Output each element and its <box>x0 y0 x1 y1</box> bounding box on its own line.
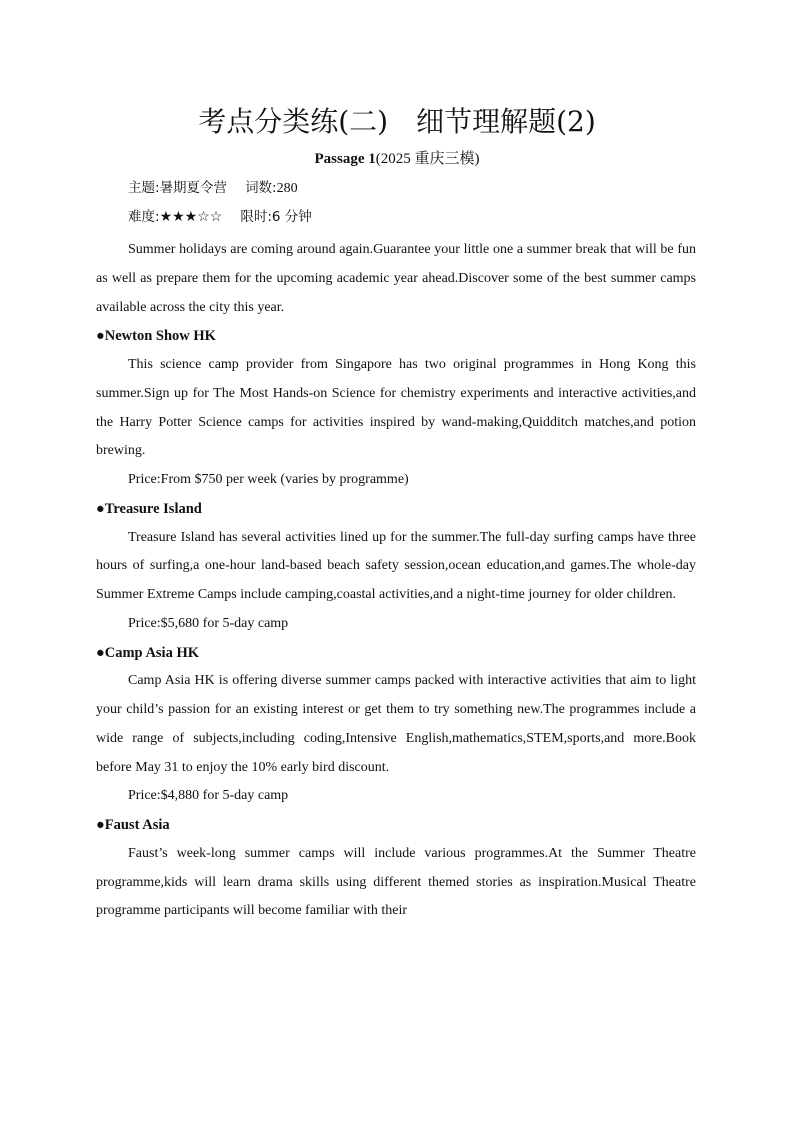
camp-description-newton-show: This science camp provider from Singapore has two original programmes in Hong Kong this summer.Sign up for The Most Hands-on Science for chemistry experiments and interactive activities,and the Harry Potter Science camps for activities inspired by wand-making,Quidditch matches,and potion brewing. <box>96 357 696 459</box>
camp-price-treasure-island: Price:$5,680 for 5-day camp <box>128 615 289 631</box>
difficulty-stars: ★★★☆☆ <box>159 210 223 225</box>
passage-number: Passage 1 <box>314 151 376 167</box>
time-limit-label: 限时: <box>240 209 272 225</box>
difficulty-label: 难度: <box>128 209 160 225</box>
passage-source: (2025 重庆三模) <box>375 151 480 167</box>
camp-price-camp-asia: Price:$4,880 for 5-day camp <box>128 788 289 804</box>
word-count-value: 280 <box>276 181 298 196</box>
camp-heading-newton-show: ●Newton Show HK <box>96 328 216 345</box>
topic-value: 暑期夏令营 <box>159 180 228 196</box>
page-title: 考点分类练(二) 细节理解题(2) <box>198 105 596 138</box>
topic-label: 主题: <box>128 180 160 196</box>
camp-description-treasure-island: Treasure Island has several activities lined up for the summer.The full-day surfing camps have three hours of surfing,a one-hour land-based beach safety session,ocean education,and games.The whole-day Summer Extreme Camps include camping,coastal activities,and a night-time journey for older children. <box>96 529 696 602</box>
intro-paragraph: Summer holidays are coming around again.Guarantee your little one a summer break that will be fun as well as prepare them for the upcoming academic year ahead.Discover some of the best summer camps available across the city this year. <box>96 242 696 315</box>
camp-price-newton-show: Price:From $750 per week (varies by programme) <box>128 472 409 487</box>
meta-row-topic <box>128 177 298 200</box>
camp-heading-camp-asia: ●Camp Asia HK <box>96 644 200 661</box>
passage-label <box>0 148 794 170</box>
word-count-label: 词数: <box>245 180 277 196</box>
camp-heading-faust-asia: ●Faust Asia <box>96 817 170 833</box>
camp-description-camp-asia: Camp Asia HK is offering diverse summer camps packed with interactive activities that aim to light your child’s passion for an existing interest or get them to try something new.The programmes include a wide range of subjects,including coding,Intensive English,mathematics,STEM,sports,and more.Book before May 31 to enjoy the 10% early bird discount. <box>96 673 696 775</box>
camp-heading-treasure-island: ●Treasure Island <box>96 500 202 517</box>
camp-description-faust-asia: Faust’s week-long summer camps will include various programmes.At the Summer Theatre programme,kids will learn drama skills using different themed stories as inspiration.Musical Theatre programme participants will become familiar with their <box>96 845 696 919</box>
meta-row-difficulty <box>128 206 312 229</box>
passage-body <box>96 236 696 926</box>
time-limit-value: 6 分钟 <box>271 209 312 225</box>
